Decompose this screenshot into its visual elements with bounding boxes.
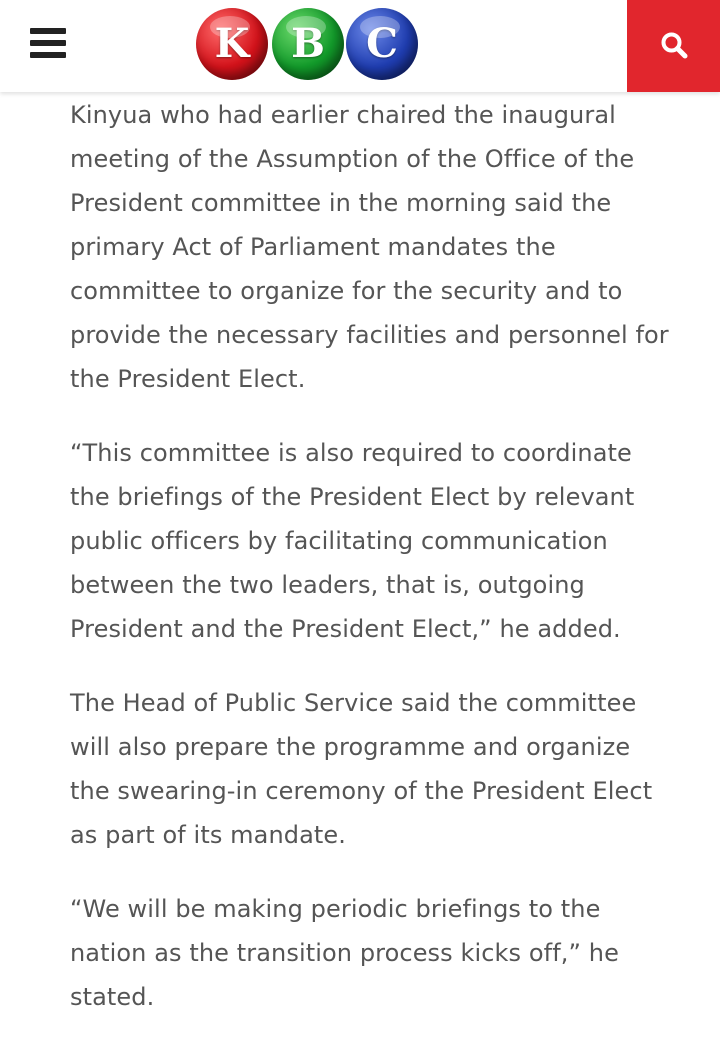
logo-letter-c: C	[366, 20, 398, 67]
menu-bar	[30, 28, 66, 34]
hamburger-menu-icon[interactable]	[26, 24, 70, 64]
article-body	[70, 93, 670, 1049]
kbc-logo[interactable]	[196, 6, 422, 82]
article-paragraph: “We will be making periodic briefings to the nation as the transition process kicks off,” he stated.	[70, 895, 619, 1011]
menu-bar	[30, 40, 66, 46]
site-header	[0, 0, 720, 92]
search-button[interactable]	[627, 0, 720, 92]
logo-ball-c	[346, 8, 418, 80]
article-paragraph: The Head of Public Service said the committee will also prepare the programme and organize the swearing-in ceremony of the President Elect as part of its mandate.	[70, 689, 653, 849]
article-paragraph: “This committee is also required to coordinate the briefings of the President Elect by relevant public officers by facilitating communication between the two leaders, that is, outgoing President and the President Elect,” he added.	[70, 439, 635, 643]
logo-letter-k: K	[214, 20, 250, 67]
search-icon	[660, 31, 688, 59]
article-paragraph: Kinyua who had earlier chaired the inaugural meeting of the Assumption of the Office of the President committee in the morning said the primary Act of Parliament mandates the committee to organize for the security and to provide the necessary facilities and personnel for the President Elect.	[70, 101, 669, 393]
logo-letter-b: B	[291, 20, 325, 67]
menu-bar	[30, 52, 66, 58]
logo-ball-k	[196, 8, 268, 80]
logo-ball-b	[272, 8, 344, 80]
